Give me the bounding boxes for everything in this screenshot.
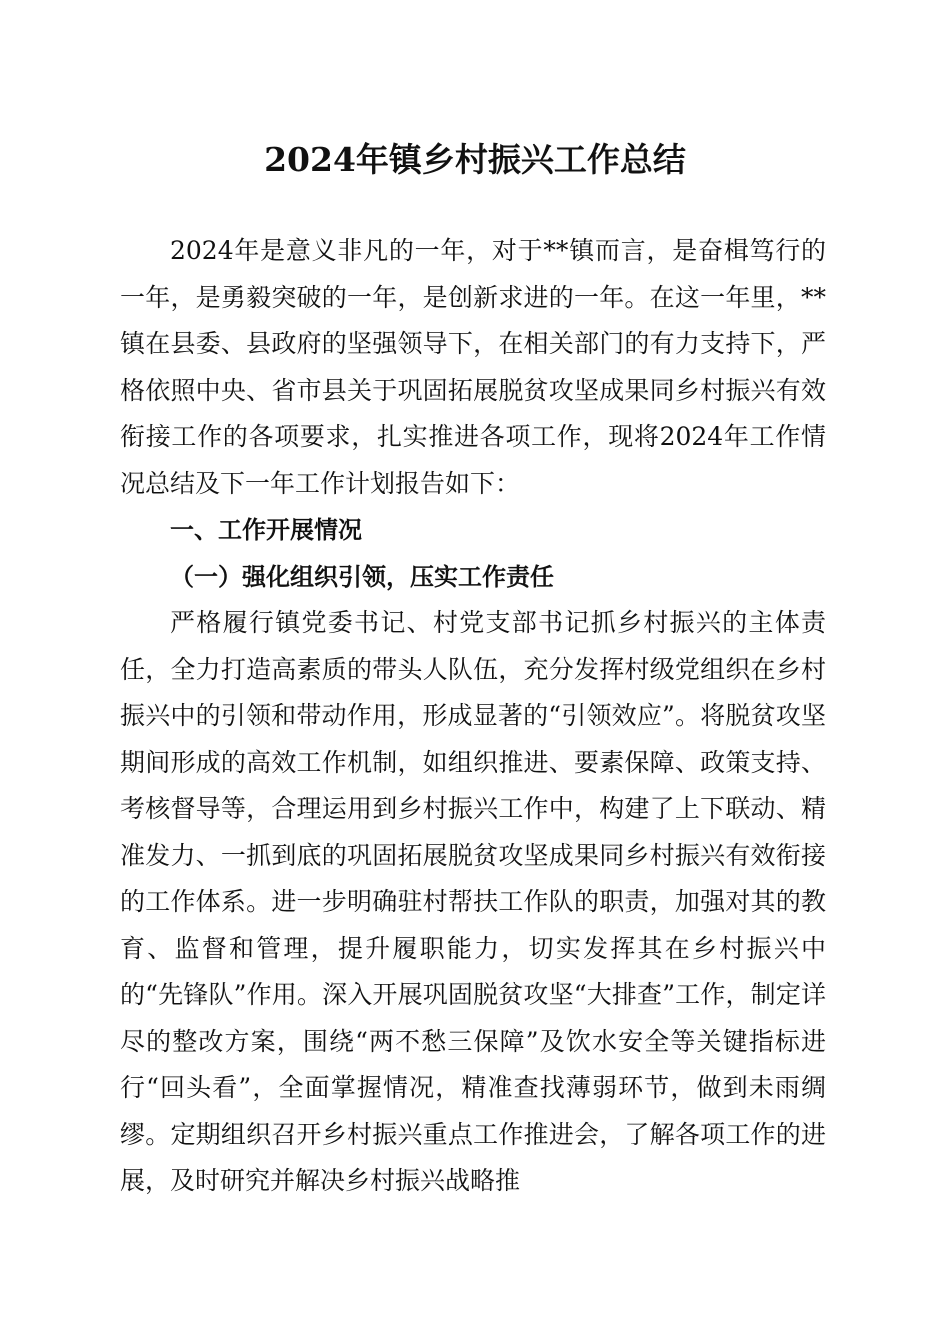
document-title: 2024年镇乡村振兴工作总结 [264, 140, 686, 179]
subsection-heading: （一）强化组织引领，压实工作责任 [170, 561, 554, 591]
body-paragraph: 严格履行镇党委书记、村党支部书记抓乡村振兴的主体责任，全力打造高素质的带头人队伍，充分发挥村级党组织在乡村振兴中的引领和带动作用，形成显著的“引领效应”。将脱贫攻坚期间形成的高效工作机制，如组织推进、要素保障、政策支持、考核督导等，合理运用到乡村振兴工作中，构建了上下联动、精准发力、一抓到底的巩固拓展脱贫攻坚成果同乡村振兴有效衔接的工作体系。进一步明确驻村帮扶工作队的职责，加强对其的教育、监督和管理，提升履职能力，切实发挥其在乡村振兴中的“先锋队”作用。深入开展巩固脱贫攻坚“大排查”工作，制定详尽的整改方案，围绕“两不愁三保障”及饮水安全等关键指标进行“回头看”，全面掌握情况，精准查找薄弱环节，做到未雨绸缪。定期组织召开乡村振兴重点工作推进会，了解各项工作的进展，及时研究并解决乡村振兴战略推 [120, 608, 826, 1195]
intro-paragraph: 2024年是意义非凡的一年，对于**镇而言，是奋楫笃行的一年，是勇毅突破的一年，是创新求进的一年。在这一年里，**镇在县委、县政府的坚强领导下，在相关部门的有力支持下，严格依照中央、省市县关于巩固拓展脱贫攻坚成果同乡村振兴有效衔接工作的各项要求，扎实推进各项工作，现将2024年工作情况总结及下一年工作计划报告如下： [120, 236, 826, 498]
document-body [120, 228, 826, 1205]
section-heading: 一、工作开展情况 [170, 516, 362, 544]
